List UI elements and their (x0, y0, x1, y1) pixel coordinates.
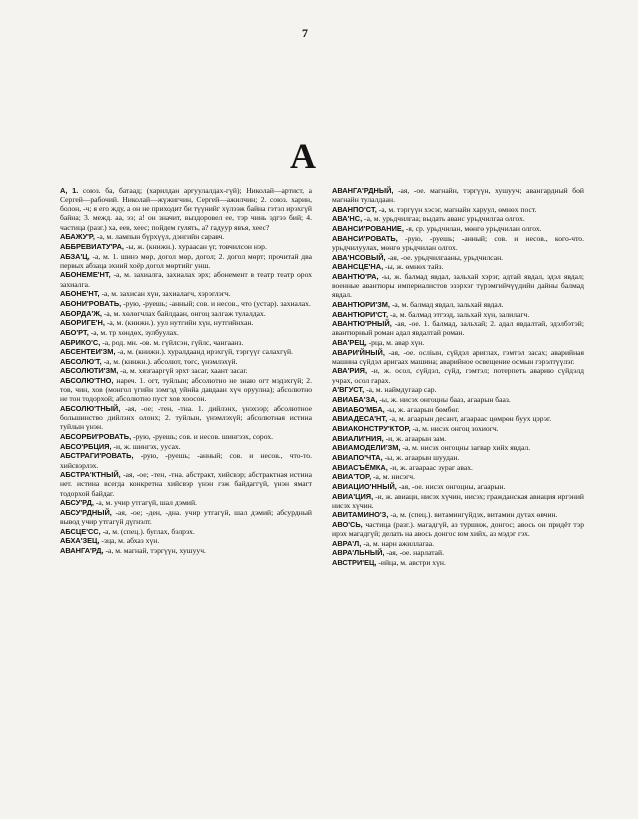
entry-headword: АБСЕНТЕИ'ЗМ, (60, 347, 116, 357)
dictionary-entry (60, 508, 312, 526)
entry-headword: АВА'РЕЦ, (332, 338, 367, 347)
dictionary-entry (332, 548, 584, 557)
entry-definition: -а, м. учир утгагүй, шал дэмий. (93, 498, 197, 508)
page-number: 7 (302, 26, 308, 40)
entry-headword: АБО'РТ, (60, 327, 89, 337)
entry-headword: АББРЕВИАТУ'РА, (60, 241, 124, 251)
dictionary-entry (60, 470, 312, 497)
entry-headword: АВАНТЮ'РНЫЙ, (332, 319, 392, 329)
entry-headword: АБОНЕ'НТ, (60, 289, 100, 299)
entry-headword: АВИАЛИ'НИЯ, (332, 433, 384, 443)
dictionary-entry (332, 395, 584, 404)
entry-headword: АБОНЕМЕ'НТ, (60, 270, 111, 280)
entry-headword: АВАНГА'РД, (60, 545, 104, 555)
entry-headword: АВАНТЮРИ'ЗМ, (332, 299, 390, 309)
entry-definition: -а, м. хөлөгчлах байлдаан, онгоц залгаж тулалдах. (101, 308, 266, 318)
entry-definition: -и, ж. агаарын зам. (383, 433, 447, 443)
dictionary-entry (332, 262, 584, 271)
dictionary-entry (60, 376, 312, 403)
entry-definition: -а, м. захисан хүн, захиалагч, хэрэглэгч. (99, 289, 231, 299)
entry-definition: -а, м. наймдугаар сар. (364, 385, 437, 395)
entry-definition: -а, м. (книжн.). хуралдаанд ирэхгүй, тэргүүг салахгүй. (115, 347, 293, 357)
dictionary-entry (60, 242, 312, 251)
dictionary-entry (60, 527, 312, 536)
entry-headword: АБЗА'Ц, (60, 251, 90, 261)
entry-headword: АБСОЛЮ'ТНЫЙ, (60, 404, 121, 414)
dictionary-entry (332, 482, 584, 491)
dictionary-entry (332, 443, 584, 452)
entry-definition: союз. ба, батаад; (харилдан аргуулалдах-гүй); Николай—артист, а Сергей—рабочий. Николай—жүжигчин, Сергей—ажилчин; 2. союз. харин, болон, -ч; я его жду, а он не приходит би түүнийг хүлээж байна гэтэл ирэхгүй байна; 3. межд. аа, ээ; а! он значит, выздоровел ее, тэр чинь эдгээ бий; 4. частица (разг.) ха, еев, хеес; пойдем гулять, а? гадуур явъя, хеес? (60, 186, 312, 232)
entry-definition: -а, м. 1. шинэ мөр, догол мөр, догол; 2. догол мөрт; прочитай два первых абзаца эхний хоёр догол мөртийг унш. (60, 251, 312, 270)
entry-definition: -и, ж. шингэх, уусах. (111, 441, 181, 451)
entry-definition: -а, м. нисэх онгоц зохиогч. (410, 423, 499, 433)
entry-headword: АВАНПО'СТ, (332, 204, 377, 214)
entry-definition: -ы, ж. балмад явдал, зальхай хэрэг, адтай явдал, эдэл явдал; военные авантюры империалистов эзэрхэг түрэмгийчүүдийн дайны балмад явдал. (332, 271, 584, 300)
entry-definition: -ы, ж. агаарын шуудан. (382, 452, 460, 462)
entry-definition: -ая, -ое; -тен, -тна. 1. дийлэнх, үнэхээр; абсолютное большинство дийлэнх олонх; 2. туйлын, үнэмлэхүй; абсолютная истина туйлын үнэн. (60, 404, 312, 432)
dictionary-entry (60, 299, 312, 308)
entry-definition: -и, ж. осол, сүйдэл, сүйд, гэмтэл; потерпеть аварию сүйдэлд учрах, осол гарах. (332, 366, 584, 385)
entry-definition: частица (разг.). магадгүй, аз туршиж, донгос; авось он придёт тэр ирэх магадгүй; делать на авось донгос юм хийх, аз мэдэг гэх. (332, 519, 584, 539)
entry-definition: -а, м. тэргүүн хэсэг, магнайн харуул, өмнөх пост. (376, 204, 537, 214)
entry-definition: -а, род. мн. -ов. м. гүйлсэн, гүйлс, чангаанз. (100, 337, 244, 347)
dictionary-entry (332, 424, 584, 433)
entry-definition: -зца, м. абхаз хүн. (99, 536, 160, 546)
entry-definition: -я, ср. урьдчилан, мөнгө урьдчилан олгох. (403, 224, 542, 234)
dictionary-entry (332, 510, 584, 519)
entry-headword: АБРИКО'С, (60, 337, 101, 347)
entry-definition: -а, м. (спец.). буглах, бэлрэх. (100, 526, 195, 536)
entry-headword: АВСТРИ'ЕЦ, (332, 558, 377, 568)
entry-headword: АВИАМОДЕЛИ'ЗМ, (332, 443, 401, 453)
dictionary-entry (332, 558, 584, 567)
entry-headword: АВИА'ЦИЯ, (332, 491, 374, 501)
dictionary-entry (60, 186, 312, 232)
dictionary-entry (332, 414, 584, 423)
entry-headword: АВА'НСОВЫЙ, (332, 252, 386, 262)
entry-headword: АВАНСИ'РОВАТЬ, (332, 233, 398, 243)
entry-headword: АВА'РИЯ, (332, 366, 368, 376)
dictionary-entry (332, 366, 584, 384)
right-column (332, 186, 584, 568)
dictionary-entry (332, 319, 584, 337)
dictionary-entry (60, 289, 312, 298)
entry-definition: -ая, -ое. нарлатай. (384, 548, 444, 558)
entry-headword: АБСО'РБЦИЯ, (60, 441, 112, 451)
dictionary-entry (60, 328, 312, 337)
dictionary-entry (332, 492, 584, 510)
dictionary-entry (60, 338, 312, 347)
dictionary-entry (60, 498, 312, 507)
dictionary-entry (332, 310, 584, 319)
entry-headword: АБОРИГЕ'Н, (60, 318, 105, 328)
dictionary-entry (60, 366, 312, 375)
entry-definition: -а, м. магнай, тэргүүн, хушууч. (103, 545, 206, 555)
entry-headword: АВРА'Л, (332, 538, 362, 548)
entry-definition: -ая, -ое. магнайн, тэргүүн, хушууч; авангардный бой магнайн тулалдаан. (332, 186, 584, 205)
entry-headword: АВАРИ'ЙНЫЙ, (332, 347, 385, 357)
entry-definition: нареч. 1. огт, туйлын; абсолютно не знаю огт мэдэхгүй; 2. тов, чин, хов (монгол үгийн зэмгэд уйнйа давдаан хүч оруулна); абсолютно не тон тодорхой; абсолютно пуст хов хоосон. (60, 376, 312, 404)
entry-definition: -а, м. захиалга, захиалах эрх; абонемент в театр театр орох захиалга. (60, 270, 312, 289)
entry-definition: -а, м. урьдчилгаа; выдать аванс урьдчилгаа олгох. (362, 214, 525, 224)
dictionary-entry (60, 252, 312, 270)
entry-headword: АВА'НС, (332, 214, 363, 224)
entry-headword: АБСОЛЮТИ'ЗМ, (60, 366, 119, 376)
entry-definition: -ийца, м. австри хүн. (376, 558, 446, 568)
entry-definition: -а, м. (книжн.). абсолют, төгс, үнэмлэхүй. (101, 356, 238, 366)
entry-definition: -ы, ж. өмнөх тайз. (383, 262, 444, 272)
entry-headword: АБСЦЕ'СС, (60, 526, 101, 536)
dictionary-entry (332, 214, 584, 223)
entry-headword: АБОНИ'РОВАТЬ, (60, 298, 122, 308)
entry-headword: АБСОРБИ'РОВАТЬ, (60, 432, 132, 442)
entry-definition: -а, м. лампын бүрхүүл, дэнгийн саравч. (94, 232, 225, 242)
entry-definition: -ая, -ое; -тен, -тна. абстракт, хийсвэр; абстрактная истина нет. истина всегда конкретна хийсвэр үнэн гэж байдаггүй, үнэн ямагт тодорхой байдаг. (60, 470, 312, 498)
entry-headword: АВИАЦИО'ННЫЙ, (332, 481, 397, 491)
dictionary-entry (332, 520, 584, 538)
dictionary-entry (60, 270, 312, 288)
entry-headword: АВАНГА'РДНЫЙ, (332, 186, 394, 195)
entry-definition: -ы, ж. нисэх онгоцны бааз, агаарын бааз. (377, 394, 511, 404)
dictionary-entry (60, 536, 312, 545)
dictionary-entry (332, 186, 584, 204)
dictionary-entry (332, 472, 584, 481)
dictionary-entry (60, 357, 312, 366)
dictionary-entry (332, 463, 584, 472)
entry-definition: -а, м. хязгааргүй эрхт засаг, хаант засаг. (118, 366, 248, 376)
entry-definition: -а, м. нарн ажиллагаа. (361, 538, 435, 548)
entry-headword: АБСТРА'КТНЫЙ, (60, 470, 121, 480)
entry-headword: АБСУ'РДНЫЙ, (60, 507, 112, 517)
section-letter: A (290, 136, 316, 176)
left-column (60, 186, 312, 556)
dictionary-entry (60, 232, 312, 241)
entry-definition: -ая, -ое; -ден, -дна. учир утгагүй, шал дэмий; абсурдный вывод учир утгагүй дүгнэлт. (60, 507, 312, 526)
entry-definition: -ая, -ое. осліын, сүйдэл ариглах, гэмтэл засах; аварийная машина сүйдэл аригаах машина; аварийное освещение осмын гэрэлтүүлэг. (332, 347, 584, 366)
entry-headword: АВАНТЮРИ'СТ, (332, 309, 389, 319)
entry-headword: А'ВГУСТ, (332, 385, 365, 395)
entry-definition: -ая, -ое. урьдчилгааны, урьдчилсан. (385, 252, 504, 262)
entry-definition: -ы, ж. агаарын бөмбөг. (384, 404, 460, 414)
entry-definition: -рую, -руешь; -анный; сов. и несов., кого-что. урьдчилуулах, мөнгө урьдчилан олгох. (332, 233, 584, 252)
dictionary-entry (332, 453, 584, 462)
entry-definition: -рца, м. авар хүн. (366, 338, 425, 347)
dictionary-entry (332, 253, 584, 262)
dictionary-entry (332, 272, 584, 299)
dictionary-entry (332, 385, 584, 394)
entry-headword: АБСОЛЮ'Т, (60, 356, 102, 366)
dictionary-entry (332, 348, 584, 366)
entry-headword: АВИАДЕСА'НТ, (332, 414, 388, 424)
entry-headword: АБХА'ЗЕЦ, (60, 536, 100, 546)
entry-headword: АВРА'ЛЬНЫЙ, (332, 548, 385, 558)
entry-definition: -а, м. (книжн.). уул нутгийн хүн, нутгийнхан. (104, 318, 254, 328)
dictionary-entry (332, 405, 584, 414)
dictionary-entry (60, 309, 312, 318)
entry-headword: АБСОЛЮ'ТНО, (60, 376, 114, 386)
entry-headword: АБСТРАГИ'РОВАТЬ, (60, 451, 134, 461)
dictionary-entry (332, 338, 584, 347)
entry-definition: -ы, ж. (книжн.). хураасан үг, товчилсон нэр. (123, 241, 267, 251)
entry-definition: -а, м. агаарын десант, агаараас цөмрөн буух цэрэг. (387, 414, 552, 424)
entry-definition: -а, м. балмад этгээд, зальхай хүн, залилагч. (388, 309, 530, 319)
dictionary-entry (60, 318, 312, 327)
entry-headword: АВИА'ТОР, (332, 472, 372, 482)
entry-headword: АВАНСЦЕ'НА, (332, 262, 384, 272)
entry-headword: АБОРДА'Ж, (60, 308, 102, 318)
entry-definition: -рую, -руешь; -анный; сов. и несов., что (устар). захиалах. (121, 298, 311, 308)
entry-headword: АВИАБО'МБА, (332, 404, 385, 414)
dictionary-entry (332, 224, 584, 233)
entry-headword: АВАНСИ'РОВАНИЕ, (332, 224, 404, 234)
dictionary-entry (60, 546, 312, 555)
entry-headword: АВИАПО'ЧТА, (332, 452, 383, 462)
dictionary-entry (332, 300, 584, 309)
entry-definition: -а, м. (спец.). витамингүйдэх, витамин дутах өвчин. (388, 510, 558, 520)
entry-headword: АБАЖУ'Р, (60, 232, 95, 242)
dictionary-entry (332, 539, 584, 548)
entry-headword: А, 1. (60, 186, 79, 195)
entry-headword: АВИАКОНСТРУ'КТОР, (332, 423, 411, 433)
entry-definition: -рую, -руешь; -анный; сов. и несов., что-то. хийсвэрлэх. (60, 451, 312, 470)
dictionary-entry (60, 347, 312, 356)
entry-headword: АВАНТЮ'РА, (332, 271, 379, 281)
entry-definition: -и, ж. агаараас зураг авах. (387, 462, 473, 472)
dictionary-entry (60, 442, 312, 451)
entry-headword: АВИАБА'ЗА, (332, 394, 378, 404)
dictionary-entry (60, 451, 312, 469)
entry-headword: АВИТАМИНО'З, (332, 510, 389, 520)
entry-definition: -ая, -ое. нисэх онгоцны, агаарын. (396, 481, 506, 491)
entry-definition: -рую, -руешь; сов. и несов. шингээх, сорох. (131, 432, 274, 442)
entry-headword: АВО'СЬ, (332, 519, 363, 529)
dictionary-entry (332, 434, 584, 443)
dictionary-entry (332, 205, 584, 214)
dictionary-entry (332, 234, 584, 252)
entry-headword: АБСУ'РД, (60, 498, 94, 508)
entry-definition: -ая, -ое. 1. балмад, зальхай; 2. адал явдалтай, эдэлбэтэй; авантюрный роман адал явдалтай роман. (332, 319, 584, 338)
dictionary-entry (60, 432, 312, 441)
entry-definition: -а, м. нисэх онгоцны загвар хийх явдал. (400, 443, 531, 453)
entry-definition: -а, м. балмад явдал, зальхай явдал. (389, 299, 504, 309)
entry-definition: -а, м. тр хөндөх, зулбуулах. (88, 327, 179, 337)
entry-definition: -и, ж. авиаци, нисэх хүчин, нисэх; гражданская авиация иргэний нисэх хүчин. (332, 491, 584, 510)
entry-definition: -а, м. нисэгч. (371, 472, 416, 482)
dictionary-entry (60, 404, 312, 431)
entry-headword: АВИАСЪЁМКА, (332, 462, 388, 472)
